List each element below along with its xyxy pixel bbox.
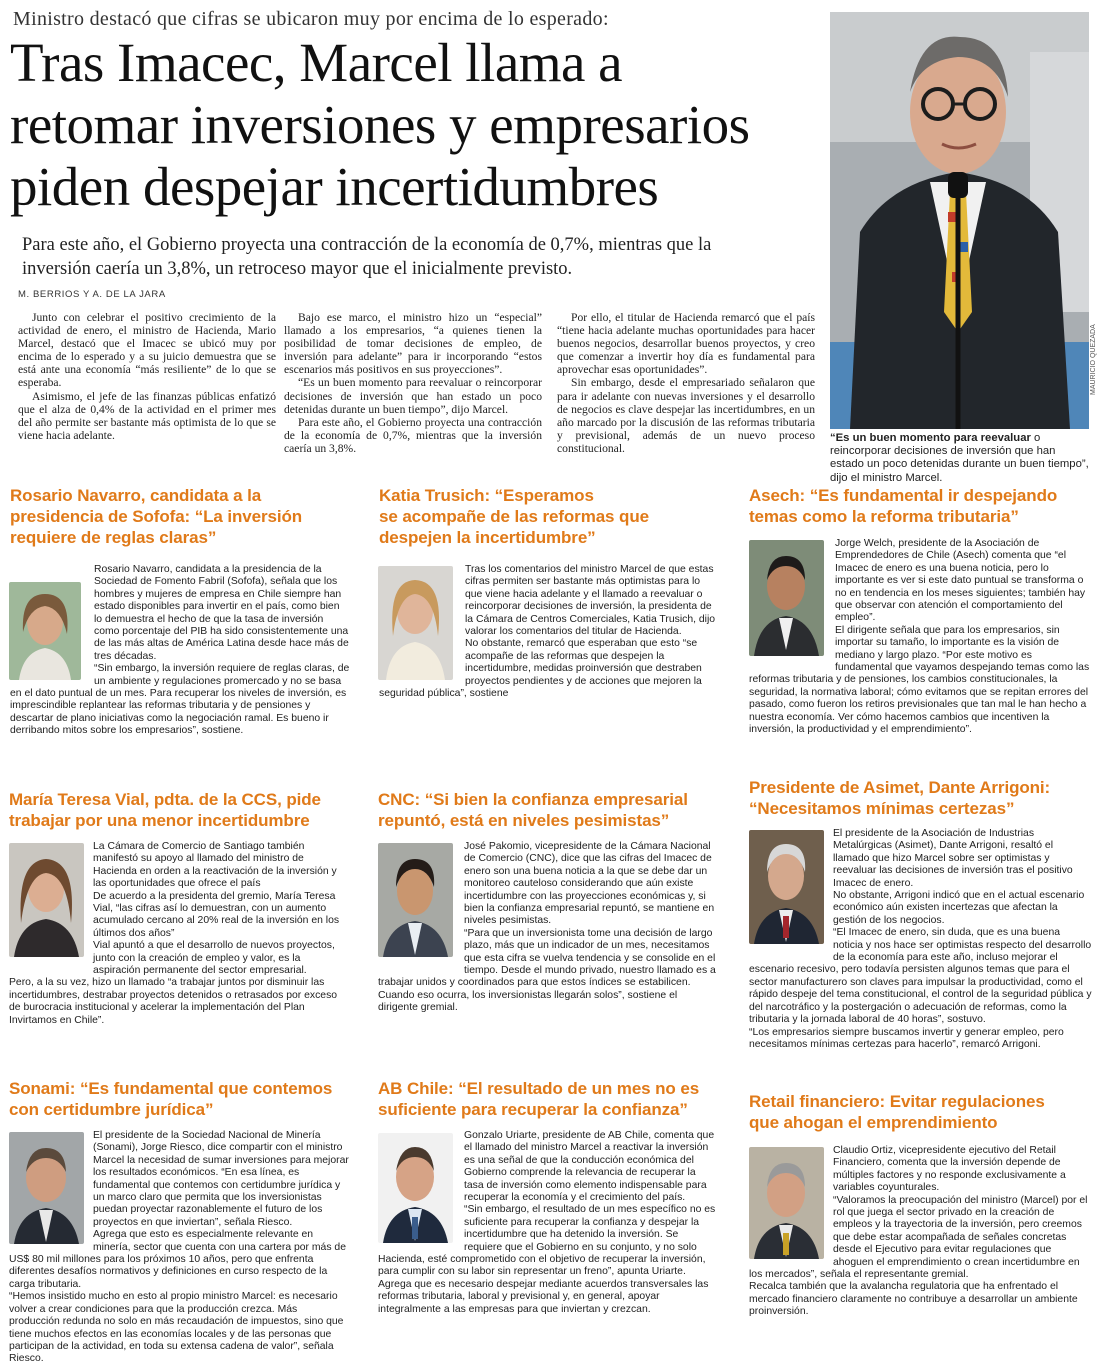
section-title-asimet: [749, 777, 1050, 819]
caption-text: o reincorporar decisiones de inversión que han estado un poco detenidas durante un buen tiempo”, dijo el ministro Marcel.: [830, 432, 1089, 484]
title-line: suficiente para recuperar la confianza”: [378, 1100, 688, 1119]
article-kicker: Ministro destacó que cifras se ubicaron muy por encima de lo esperado:: [13, 8, 609, 30]
title-line: presidencia de Sofofa: “La inversión: [10, 507, 303, 526]
article-headline: [10, 32, 822, 218]
body-text: Tras los comentarios del ministro Marcel de que estas cifras permiten ser bastante más optimistas para lo que viene hacia adelante y el llamado a reevaluar o reincorporar decisiones de inversión, la presidenta de la Cámara de Centros Comerciales, Katia Trusich, dijo valorar los comentarios del titular de Hacienda. No obstante, remarcó que esperaban que esto “se acompañe de las reformas que despejen la incertidumbre, medidas proinversión que destraben proyectos pendientes y de acciones que mejoren la seguridad pública”, sostiene: [379, 564, 716, 700]
photo-credit: MAURICIO QUEZADA: [1090, 324, 1097, 395]
section-body-asimet: [749, 828, 1092, 1051]
title-line: CNC: “Si bien la confianza empresarial: [378, 790, 688, 809]
section-title-cnc: [378, 789, 688, 831]
body-text: Rosario Navarro, candidata a la presidencia de la Sociedad de Fomento Fabril (Sofofa), señala que los hombres y mujeres de empresa en Chile siempre han estado disponibles para invertir en el país, como bien lo demuestra el hecho de que la tasa de inversión como porcentaje del PIB ha sido consistentemente una de las más altas de América Latina desde hace más de tres décadas. “Sin embargo, la inversión requiere de reglas claras, de un ambiente y regulaciones promercado y no se basa en el dato puntual de un mes. Para recuperar los niveles de inversión, es imprescindible replantear las reformas tributaria y de pensiones y descartar de plano iniciativas como la negociación ramal. Es bueno ir derribando mitos sobre los empresarios”, sostiene.: [10, 564, 350, 737]
title-line: Presidente de Asimet, Dante Arrigoni:: [749, 778, 1051, 797]
paragraph: Asimismo, el jefe de las finanzas públicas enfatizó que el alza de 0,4% de la actividad en el primer mes del año permite ser bastante más optimista de lo que se viene hacia adelante.: [18, 389, 276, 442]
section-title-asech: [749, 485, 1057, 527]
section-title-ccc: [379, 485, 649, 548]
section-body-cnc: [378, 841, 718, 1015]
paragraph: Por ello, el titular de Hacienda remarcó que el país “tiene hacia adelante muchas oportunidades para hacer buenos negocios, desarrollar buenos proyectos, y creo que comenzar a invertir hoy día es fundamental para aprovechar esas oportunidades”.: [557, 311, 815, 377]
title-line: María Teresa Vial, pdta. de la CCS, pide: [9, 790, 321, 809]
section-title-abchile: [378, 1078, 699, 1120]
title-line: Rosario Navarro, candidata a la: [10, 486, 262, 505]
body-text: José Pakomio, vicepresidente de la Cámara Nacional de Comercio (CNC), dice que las cifras del Imacec de enero son una buena noticia a la que se debe dar un monitoreo cauteloso considerando que aún existe incertidumbre con las proyecciones económicas y, si bien la confianza empresarial repuntó, se mantiene en niveles pesimistas. “Para que un inversionista tome una decisión de largo plazo, más que un indicador de un mes, necesitamos que esta cifra se vuelva tendencia y se consolide en el tiempo. Desde el mundo privado, nuestro llamado es a trabajar unidos y coordinados para que estos índices se estabilicen. Cuando eso ocurra, los inversionistas llegarán solos”, sostiene el dirigente gremial.: [378, 841, 716, 1014]
minister-photo: [830, 12, 1089, 429]
title-line: Katia Trusich: “Esperamos: [379, 486, 594, 505]
title-line: despejen la incertidumbre”: [379, 528, 596, 547]
article-column-3: [557, 311, 815, 455]
title-line: que ahogan el emprendimiento: [749, 1113, 998, 1132]
paragraph: “Es un buen momento para reevaluar o reincorporar decisiones de inversión que han estado un poco detenidas durante un buen tiempo”, dijo Marcel.: [284, 376, 542, 416]
headline-line: retomar inversiones y empresarios: [10, 94, 750, 155]
body-text: El presidente de la Asociación de Industrias Metalúrgicas (Asimet), Dante Arrigoni, resaltó el llamado que hizo Marcel sobre ser optimistas y reevaluar las decisiones de inversión tras el positivo Imacec de enero. No obstante, Arrigoni indicó que en el actual escenario económico aún existen incertezas que afectan la gestión de los negocios. “El Imacec de enero, sin duda, que es una buena noticia y nos hace ser optimistas respecto del desarrollo de la economía para este año, incluso mejorar el escenario recesivo, pero todavía persisten algunos temas que para el sector manufacturero son claves para impulsar la productividad, como el rápido despeje del tema constitucional, el control de la seguridad pública y del narcotráfico y la postergación o adecuación de reformas, como la tributaria y la jornada laboral de 40 horas”, sostuvo. “Los empresarios siempre buscamos invertir y generar empleo, pero necesitamos mínimas certezas para hacerlo”, remarcó Arrigoni.: [749, 828, 1092, 1050]
body-text: Jorge Welch, presidente de la Asociación de Emprendedores de Chile (Asech) comenta que “el Imacec de enero es una buena noticia, pero lo importante es ver si este dato puntual se transforma o no en tendencia en los meses siguientes; también hay que observar con atención el comportamiento del empleo”. El dirigente señala que para los empresarios, sin importar su tamaño, lo importante es la visión de mediano y largo plazo. “Por este motivo es fundamental que vayamos despejando temas como las reformas tributaria y de pensiones, los cambios constitucionales, la seguridad, la normativa laboral; cómo evitamos que se repitan errores del pasado, como fueron los retiros previsionales que tan mal le han hecho a nuestra economía. Ver cómo hacemos cambios que incentiven la inversión, la productividad y el emprendimiento”.: [749, 538, 1090, 736]
section-body-sonami: [9, 1130, 349, 1363]
section-title-ccs: [9, 789, 321, 831]
article-byline: M. BERRIOS Y A. DE LA JARA: [18, 289, 166, 300]
section-body-ccs: [9, 841, 349, 1027]
paragraph: Junto con celebrar el positivo crecimiento de la actividad de enero, el ministro de Hacienda, Mario Marcel, destacó que el Imacec se ubicó muy por encima de lo esperado y a su juicio demuestra que se está ante una economía “más resiliente” de lo que se esperaba.: [18, 311, 276, 390]
title-line: se acompañe de las reformas que: [379, 507, 649, 526]
article-deck: [22, 233, 822, 281]
headline-line: Tras Imacec, Marcel llama a: [10, 32, 623, 93]
section-title-retail: [749, 1091, 1045, 1133]
section-title-sonami: [9, 1078, 332, 1120]
title-line: trabajar por una menor incertidumbre: [9, 811, 310, 830]
article-column-1: [18, 311, 276, 442]
title-line: requiere de reglas claras”: [10, 528, 217, 547]
body-text: Gonzalo Uriarte, presidente de AB Chile, comenta que el llamado del ministro Marcel a reactivar la inversión es una señal de que la conducción económica del Gobierno comprende la relevancia de recuperar la tasa de inversión como elemento indispensable para recuperar la economía y el crecimiento del país. “Sin embargo, el resultado de un mes específico no es suficiente para recuperar la confianza y despejar la incertidumbre que ha detenido la inversión. Se requiere que el Gobierno en su conjunto, y no solo Hacienda, esté comprometido con el objetivo de recuperar la inversión, para cumplir con su labor sin representar un freno”, apunta Uriarte. Agrega que es necesario despejar mediante acuerdos transversales las reformas tributaria, laboral y previsional y, en general, apoyar integralmente a las empresas para que inviertan y crezcan.: [378, 1130, 716, 1315]
section-body-asech: [749, 538, 1092, 737]
section-body-ccc: [379, 564, 719, 700]
title-line: Asech: “Es fundamental ir despejando: [749, 486, 1058, 505]
title-line: repuntó, está en niveles pesimistas”: [378, 811, 670, 830]
headline-line: piden despejar incertidumbres: [10, 156, 659, 217]
title-line: con certidumbre jurídica”: [9, 1100, 214, 1119]
article-column-2: [284, 311, 542, 455]
minister-portrait: [830, 12, 1089, 429]
photo-caption: [830, 432, 1092, 485]
section-body-retail: [749, 1145, 1092, 1319]
deck-line: inversión caería un 3,8%, un retroceso mayor que el inicialmente previsto.: [22, 259, 573, 279]
body-text: La Cámara de Comercio de Santiago también manifestó su apoyo al llamado del ministro de Hacienda en orden a la reactivación de la inversión y las oportunidades que ofrece el país De acuerdo a la presidenta del gremio, María Teresa Vial, “las cifras así lo demuestran, con un aumento acumulado cercano al 20% real de la inversión en los últimos dos años” Vial apuntó a que el desarrollo de nuevos proyectos, junto con la creación de empleo y valor, es la aspiración permanente del sector empresarial. Pero, a la su vez, hizo un llamado “a trabajar juntos por disminuir las incertidumbres, destrabar proyectos detenidos o retrasados por exceso de burocracia institucional y acelerar la implementación del Plan Invirtamos en Chile”.: [9, 841, 340, 1026]
section-body-sofofa: [10, 564, 350, 738]
caption-bold: “Es un buen momento para reevaluar: [830, 432, 1031, 444]
title-line: “Necesitamos mínimas certezas”: [749, 799, 1015, 818]
title-line: Sonami: “Es fundamental que contemos: [9, 1079, 333, 1098]
title-line: temas como la reforma tributaria”: [749, 507, 1019, 526]
deck-line: Para este año, el Gobierno proyecta una contracción de la economía de 0,7%, mientras que la: [22, 235, 712, 255]
title-line: Retail financiero: Evitar regulaciones: [749, 1092, 1045, 1111]
paragraph: Sin embargo, desde el empresariado señalaron que para ir adelante con nuevas inversiones y el desarrollo de negocios es clave despejar las incertidumbres, en un año marcado por la discusión de las reformas tributaria y previsional, además de un nuevo proceso constitucional.: [557, 376, 815, 455]
paragraph: Para este año, el Gobierno proyecta una contracción de la economía de 0,7%, mientras que la inversión caería un 3,8%.: [284, 415, 542, 455]
section-title-sofofa: [10, 485, 302, 548]
title-line: AB Chile: “El resultado de un mes no es: [378, 1079, 700, 1098]
body-text: El presidente de la Sociedad Nacional de Minería (Sonami), Jorge Riesco, dice compartir con el ministro Marcel la necesidad de sumar inversiones para mejorar los resultados económicos. “En esa línea, es fundamental que contemos con certidumbre jurídica y un marco claro que permita que los inversionistas puedan proyectar razonablemente el futuro de los proyectos en que inviertan”, señala Riesco. Agrega que esto es especialmente relevante en minería, sector que cuenta con una cartera por más de US$ 80 mil millones para los próximos 10 años, pero que enfrenta diferentes desafíos normativos y definiciones en curso respecto de la carga tributaria. “Hemos insistido mucho en esto al propio ministro Marcel: es necesario volver a crear condiciones para que la producción crezca. Más producción redunda no solo en más recaudación de impuestos, sino que tiene muchos efectos en las economías locales y de las personas que participan de la actividad, en toda su extensa cadena de valor”, señala Riesco.: [9, 1130, 349, 1363]
body-text: Claudio Ortiz, vicepresidente ejecutivo del Retail Financiero, comenta que la inversión depende de múltiples factores y no responde exclusivamente a variables coyunturales. “Valoramos la preocupación del ministro (Marcel) por el rol que juega el sector privado en la creación de empleos y la trayectoria de la inversión, pero creemos que debe estar acompañada de señales concretas desde el Ejecutivo para evitar regulaciones que ahoguen el emprendimiento o crean incertidumbre en los mercados”, señala el representante gremial. Recalca también que la avalancha regulatoria que ha enfrentado el mercado financiero claramente no contribuye a desarrollar un ambiente proinversión.: [749, 1145, 1088, 1318]
section-body-abchile: [378, 1130, 718, 1316]
paragraph: Bajo ese marco, el ministro hizo un “especial” llamado a los empresarios, “a quienes tienen la posibilidad de tomar decisiones de empleo, de inversión para adelante” para ir incorporando “estos escenarios más positivos en sus proyecciones”.: [284, 311, 542, 377]
